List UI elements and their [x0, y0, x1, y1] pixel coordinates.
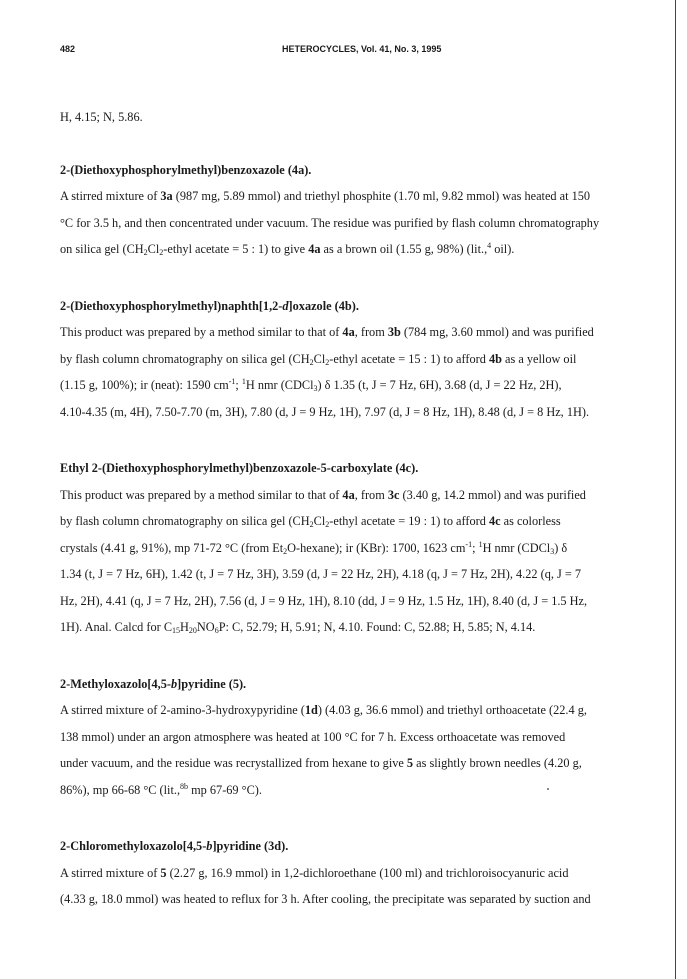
page-number: 482 — [60, 44, 76, 54]
para-4a-line-3: on silica gel ($CH_2Cl_2$-ethyl acetate = 5 : 1) to give 4a as a brown oil (1.55 g, 98%) (lit.,$^4$ oil). — [60, 241, 515, 257]
para-4a-line-2: °C for 3.5 h, and then concentrated under vacuum. The residue was purified by flash column chromatography — [60, 215, 600, 230]
heading-4c: Ethyl 2-(Diethoxyphosphorylmethyl)benzoxazole-5-carboxylate (4c). — [60, 461, 419, 475]
para-4c-line-2: by flash column chromatography on silica gel ($CH_2Cl_2$-ethyl acetate = 19 : 1) to afford 4c as colorless — [60, 514, 561, 529]
para-4c-line-6: 1H). Anal. Calcd for $C_{15}H_{20}NO_6P$: C, 52.79; H, 5.91; N, 4.10. Found: C, 52.88; H, 5.85; N, 4.14. — [60, 620, 536, 635]
para-4a-line-1: A stirred mixture of 3a (987 mg, 5.89 mmol) and triethyl phosphite (1.70 ml, 9.82 mmol) was heated at 150 — [60, 189, 591, 203]
section-4b — [60, 293, 660, 426]
article-body — [60, 104, 660, 913]
running-title: HETEROCYCLES, Vol. 41, No. 3, 1995 — [282, 44, 442, 54]
para-5-line-2: 138 mmol) under an argon atmosphere was heated at 100 °C for 7 h. Excess orthoacetate was removed — [60, 729, 566, 744]
section-5 — [60, 671, 660, 804]
para-4c-line-5: Hz, 2H), 4.41 (q, J = 7 Hz, 2H), 7.56 (d, J = 9 Hz, 1H), 8.10 (dd, J = 9 Hz, 1.5 Hz, 1H), 8.40 (d, J = 1.5 Hz, — [60, 593, 588, 608]
para-4c-line-1: This product was prepared by a method similar to that of 4a, from 3c (3.40 g, 14.2 mmol) and was purified — [60, 487, 586, 502]
para-3d-line-2: (4.33 g, 18.0 mmol) was heated to reflux for 3 h. After cooling, the precipitate was separated by suction and — [60, 892, 591, 906]
section-4a — [60, 157, 660, 263]
page-header — [60, 44, 635, 58]
heading-4a: 2-(Diethoxyphosphorylmethyl)benzoxazole (4a). — [60, 162, 312, 177]
section-3d — [60, 833, 660, 913]
section-4c — [60, 455, 660, 641]
para-4b-line-2: by flash column chromatography on silica gel ($CH_2Cl_2$-ethyl acetate = 15 : 1) to afford 4b as a yellow oil — [60, 351, 577, 367]
heading-3d: 2-Chloromethyloxazolo[4,5-b]pyridine (3d). — [60, 839, 289, 853]
heading-5: 2-Methyloxazolo[4,5-b]pyridine (5). — [60, 676, 247, 691]
para-3d-line-1: A stirred mixture of 5 (2.27 g, 16.9 mmol) in 1,2-dichloroethane (100 ml) and trichloroisocyanuric acid — [60, 865, 569, 880]
para-5-line-3: under vacuum, and the residue was recrystallized from hexane to give 5 as slightly brown needles (4.20 g, — [60, 756, 582, 770]
para-4c-line-3: crystals (4.41 g, 91%), mp 71-72 °C (from $Et_2O-hexane$); ir (KBr): 1700, 1623 $cm^{-1}$; $^1$H nmr (CDCl$_3$) δ — [60, 539, 568, 556]
para-5-line-1: A stirred mixture of 2-amino-3-hydroxypyridine (1d) (4.03 g, 36.6 mmol) and triethyl orthoacetate (22.4 g, — [60, 703, 587, 717]
para-5-line-4: 86%), mp 66-68 °C (lit.,$^{8b}$ mp 67-69 °C). — [60, 781, 262, 797]
page-edge-line — [675, 0, 676, 979]
para-4b-line-3: (1.15 g, 100%); ir (neat): 1590 $cm^{-1}$; $^1$H nmr (CDCl$_3$) δ 1.35 (t, J = 7 Hz, 6H), 3.68 (d, J = 22 Hz, 2H), — [60, 377, 562, 393]
continued-text: H, 4.15; N, 5.86. — [60, 110, 143, 124]
para-4b-line-4: 4.10-4.35 (m, 4H), 7.50-7.70 (m, 3H), 7.80 (d, J = 9 Hz, 1H), 7.97 (d, J = 8 Hz, 1H), 8.48 (d, J = 8 Hz, 1H). — [60, 404, 590, 419]
heading-4b: 2-(Diethoxyphosphorylmethyl)naphth[1,2-d]oxazole (4b). — [60, 298, 359, 313]
para-4b-line-1: This product was prepared by a method similar to that of 4a, from 3b (784 mg, 3.60 mmol) and was purified — [60, 325, 594, 339]
para-4c-line-4: 1.34 (t, J = 7 Hz, 6H), 1.42 (t, J = 7 Hz, 3H), 3.59 (d, J = 22 Hz, 2H), 4.18 (q, J = 7 Hz, 2H), 4.22 (q, J = 7 — [60, 567, 582, 581]
